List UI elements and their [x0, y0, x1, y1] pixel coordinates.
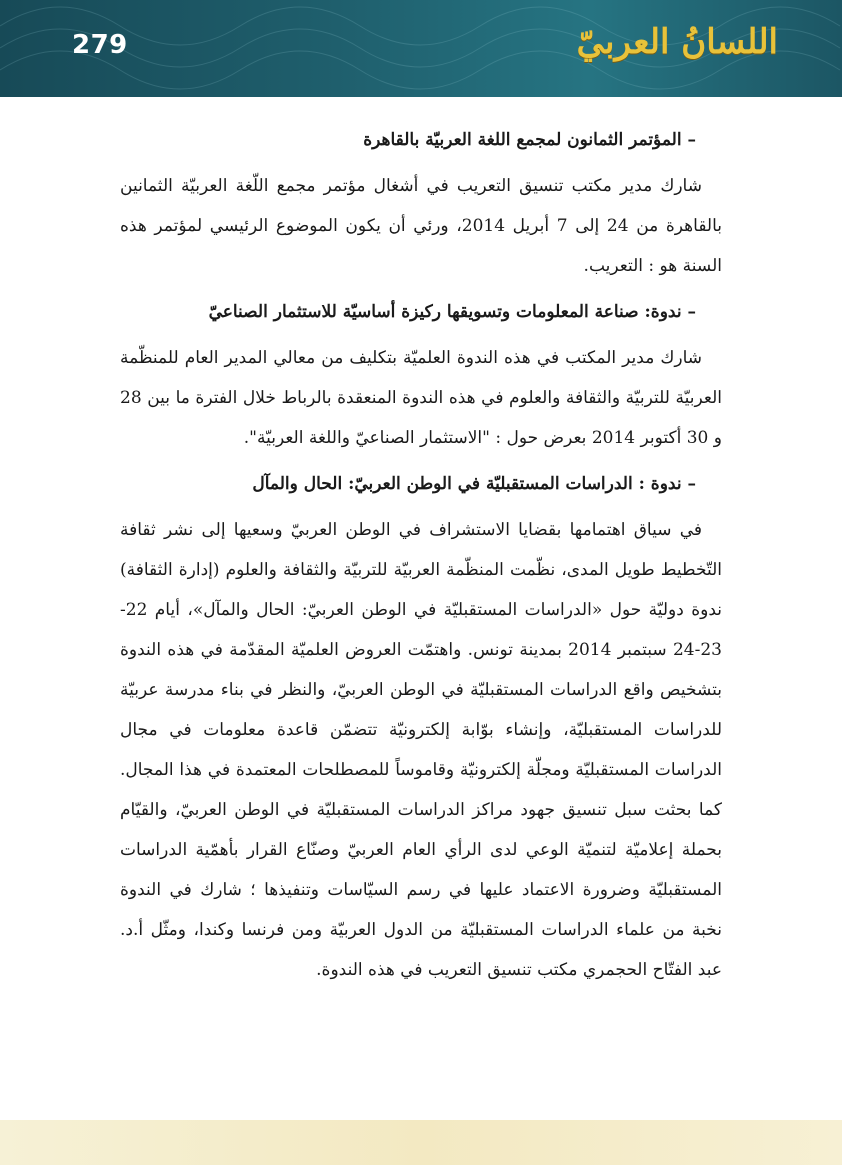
section-paragraph: شارك مدير المكتب في هذه الندوة العلميّة بتكليف من معالي المدير العام للمنظّمة العربيّة للتربيّة والثقافة والعلوم في هذه الندوة المنعقدة بالرباط خلال الفترة ما بين 28 و 30 أكتوبر 2014 بعرض حول : "الاستثمار الصناعيّ واللغة العربيّة". [120, 348, 722, 448]
page-footer-band [0, 1120, 842, 1165]
page-header [0, 0, 842, 97]
section-heading: – ندوة: صناعة المعلومات وتسويقها ركيزة أساسيّة للاستثمار الصناعيّ [208, 302, 696, 322]
section-paragraph: شارك مدير مكتب تنسيق التعريب في أشغال مؤتمر مجمع اللّغة العربيّة الثمانين بالقاهرة من 24 إلى 7 أبريل 2014، ورئي أن يكون الموضوع الرئيسي لمؤتمر هذه السنة هو : التعريب. [120, 176, 723, 276]
journal-logo: اللسانُ العربيّ [576, 22, 778, 62]
article-body [120, 118, 722, 990]
page-number: 279 [72, 30, 128, 60]
section-heading: – ندوة : الدراسات المستقبليّة في الوطن العربيّ: الحال والمآل [252, 474, 696, 494]
section-heading: – المؤتمر الثمانون لمجمع اللغة العربيّة بالقاهرة [363, 130, 696, 150]
section-paragraph: في سياق اهتمامها بقضايا الاستشراف في الوطن العربيّ وسعيها إلى نشر ثقافة التّخطيط طويل المدى، نظّمت المنظّمة العربيّة للتربيّة والثقافة والعلوم (إدارة الثقافة) ندوة دوليّة حول «الدراسات المستقبليّة في الوطن العربيّ: الحال والمآل»، أيام 22-23-24 سبتمبر 2014 بمدينة تونس. واهتمّت العروض العلميّة المقدّمة في هذه الندوة بتشخيص واقع الدراسات المستقبليّة في الوطن العربيّ، والنظر في بناء مدرسة عربيّة للدراسات المستقبليّة، وإنشاء بوّابة إلكترونيّة تتضمّن قاعدة معلومات في مجال الدراسات المستقبليّة ومجلّة إلكترونيّة وقاموساً للمصطلحات المعتمدة في هذا المجال. كما بحثت سبل تنسيق جهود مراكز الدراسات المستقبليّة في الوطن العربيّ، والقيّام بحملة إعلاميّة لتنميّة الوعي لدى الرأي العام العربيّ وصنّاع القرار بأهمّية الدراسات المستقبليّة وضرورة الاعتماد عليها في رسم السيّاسات وتنفيذها ؛ شارك في الندوة نخبة من علماء الدراسات المستقبليّة من الدول العربيّة ومن فرنسا وكندا، ومثّل أ.د. عبد الفتّاح الحجمري مكتب تنسيق التعريب في هذه الندوة. [120, 520, 722, 980]
